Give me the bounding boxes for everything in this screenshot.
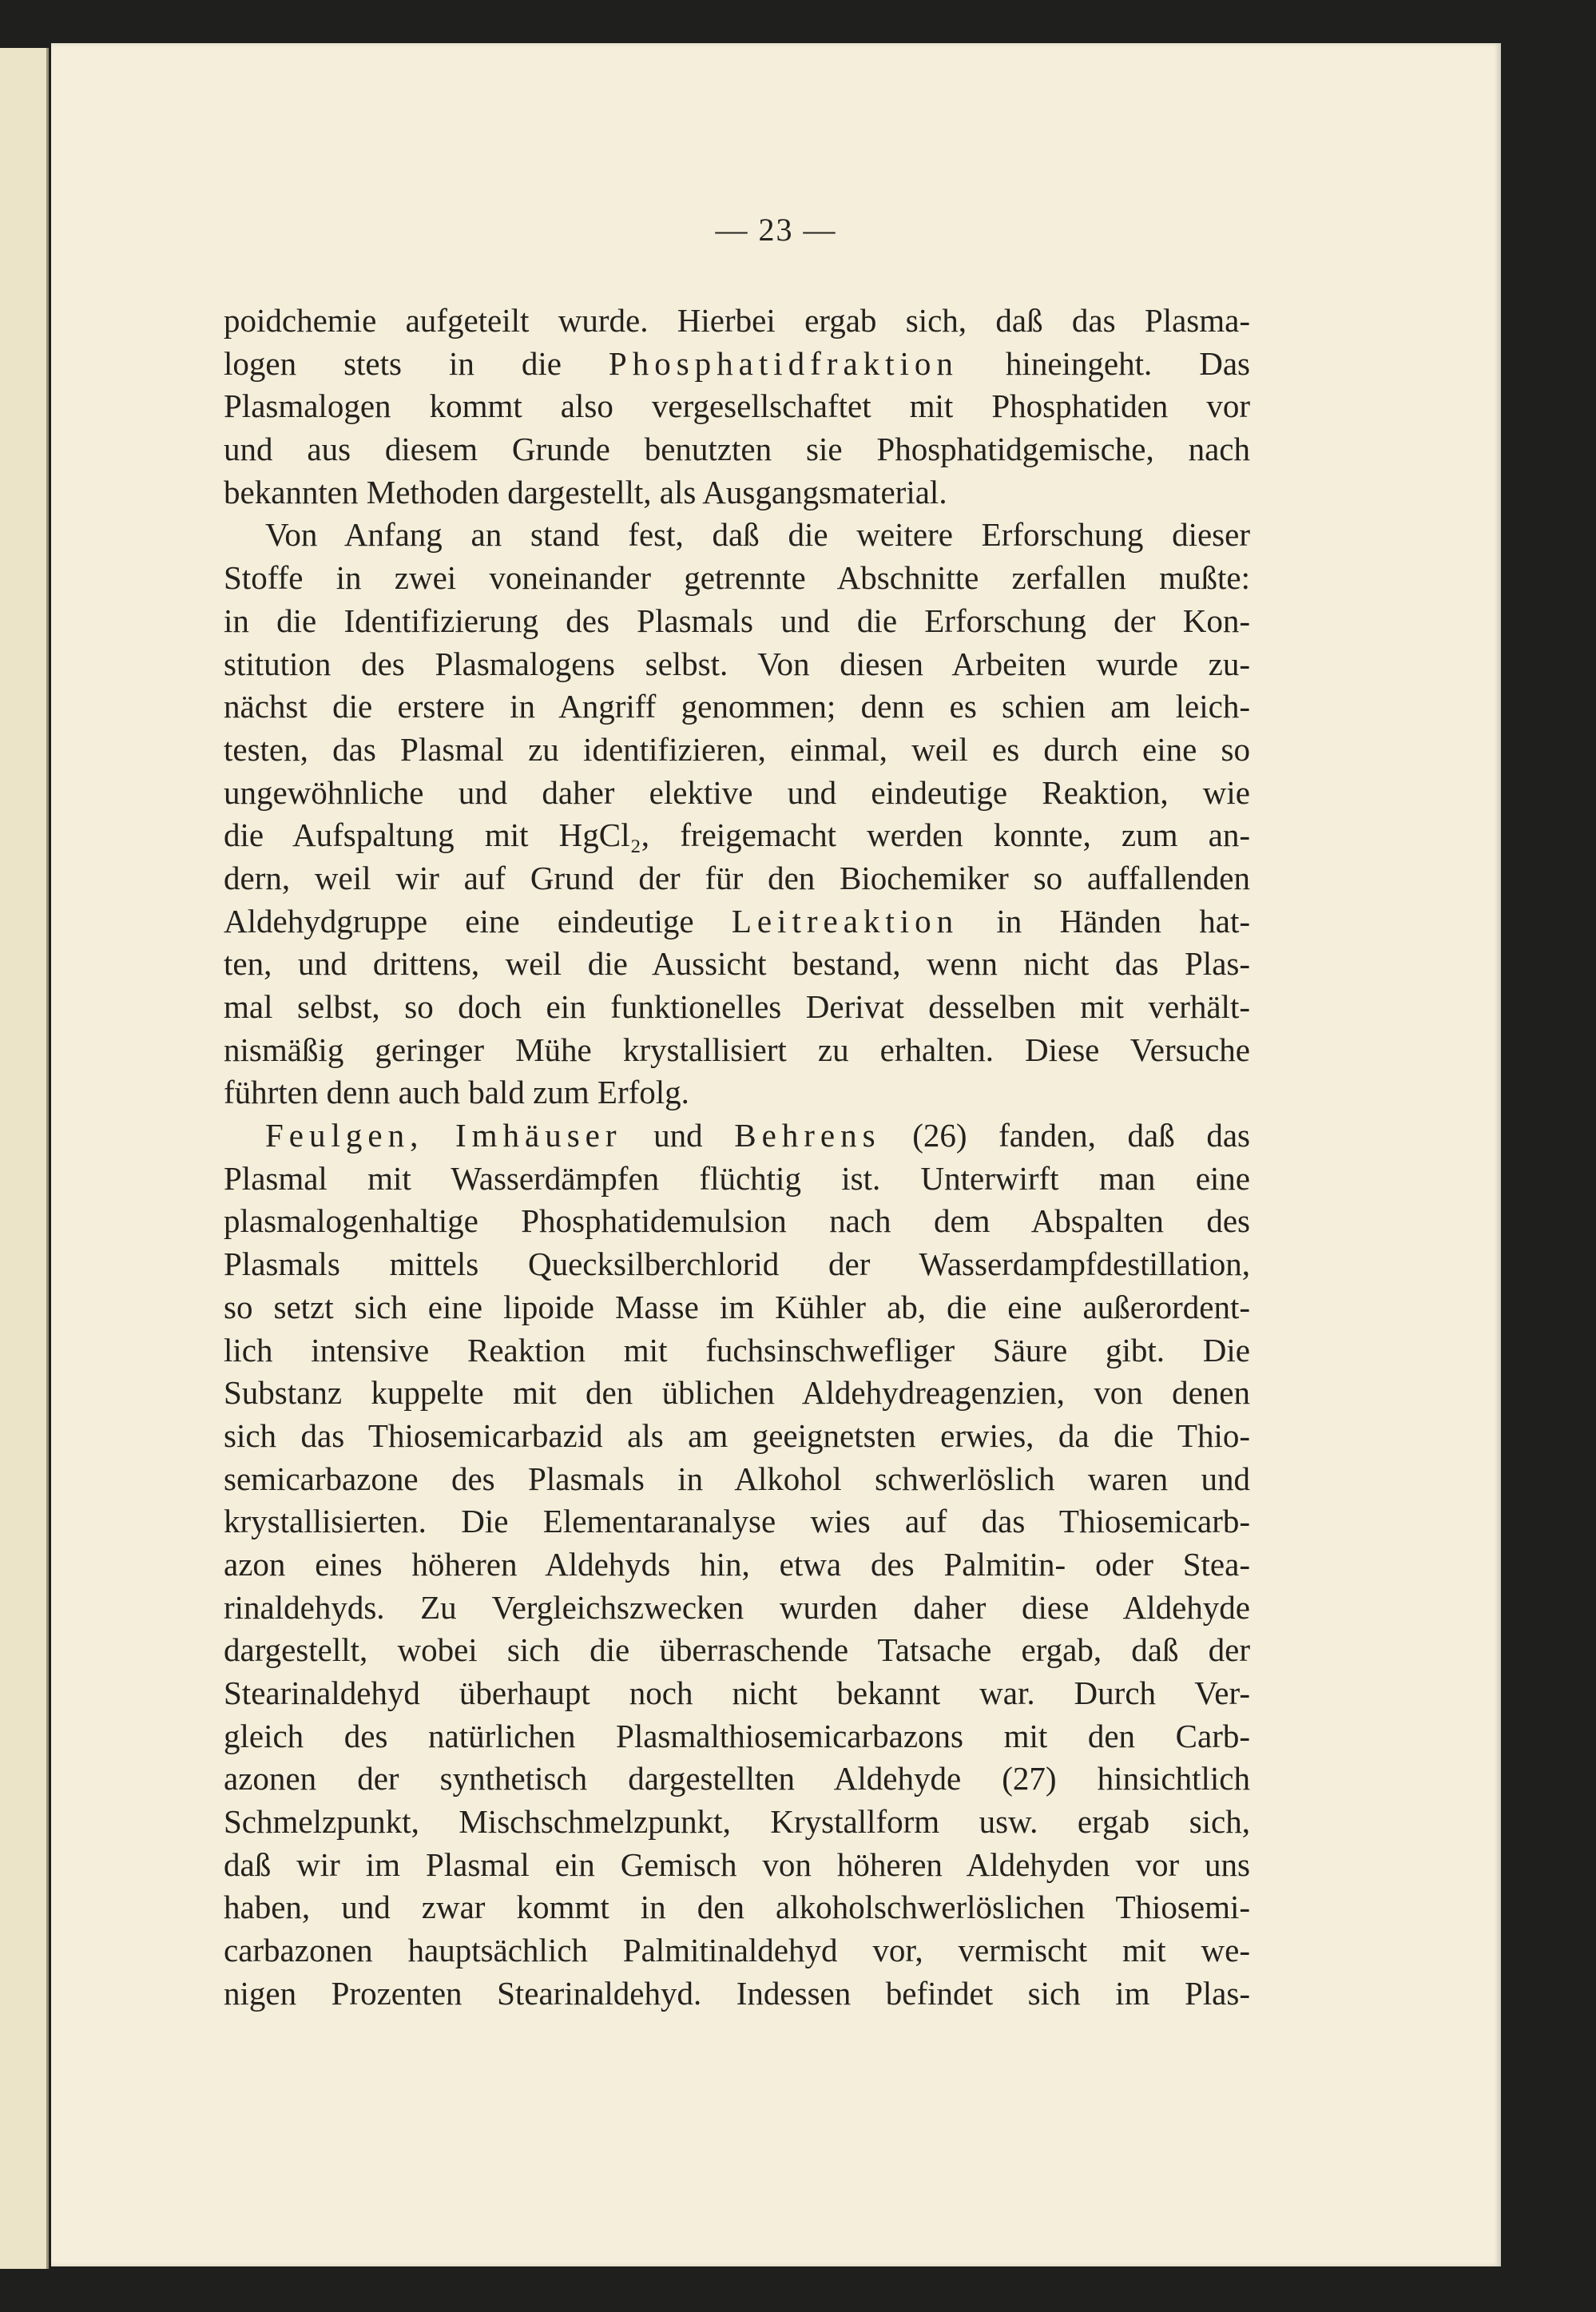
text-line: Substanz kuppelte mit den üblichen Aldehydreagenzien, von denen [224, 1374, 1250, 1412]
text-line: in die Identifizierung des Plasmals und die Erforschung der Kon- [224, 602, 1250, 639]
text-line: logen stets in die Phosphatidfraktion hineingeht. Das [224, 344, 1250, 382]
text-line: Stearinaldehyd überhaupt noch nicht bekannt war. Durch Ver- [224, 1674, 1250, 1711]
text-line: gleich des natürlichen Plasmalthiosemicarbazons mit den Carb- [224, 1717, 1250, 1754]
text-line: azon eines höheren Aldehyds hin, etwa des Palmitin- oder Stea- [224, 1545, 1250, 1583]
text-line: daß wir im Plasmal ein Gemisch von höheren Aldehyden vor uns [224, 1845, 1250, 1883]
text-line: azonen der synthetisch dargestellten Aldehyde (27) hinsichtlich [224, 1760, 1250, 1798]
text-line: testen, das Plasmal zu identifizieren, einmal, weil es durch eine so [224, 730, 1250, 768]
text-line: führten denn auch bald zum Erfolg. [224, 1074, 689, 1111]
text-line: dargestellt, wobei sich die überraschende Tatsache ergab, daß der [224, 1631, 1250, 1669]
facing-page-edge [0, 48, 49, 2269]
text-line: plasmalogenhaltige Phosphatidemulsion nach dem Abspalten des [224, 1202, 1250, 1240]
text-line: Plasmals mittels Quecksilberchlorid der Wasserdampfdestillation, [224, 1245, 1250, 1283]
page-number: — 23 — [715, 212, 837, 248]
text-line: bekannten Methoden dargestellt, als Ausgangsmaterial. [224, 473, 947, 510]
text-line: nismäßig geringer Mühe krystallisiert zu erhalten. Diese Versuche [224, 1031, 1250, 1068]
text-line: Plasmal mit Wasserdämpfen flüchtig ist. Unterwirft man eine [224, 1159, 1250, 1197]
text-line: Plasmalogen kommt also vergesellschaftet mit Phosphatiden vor [224, 387, 1250, 425]
text-line: nächst die erstere in Angriff genommen; denn es schien am leich- [224, 688, 1250, 725]
text-line: Aldehydgruppe eine eindeutige Leitreaktion in Händen hat- [224, 902, 1251, 939]
text-line: mal selbst, so doch ein funktionelles Derivat desselben mit verhält- [224, 988, 1250, 1025]
text-line: krystallisierten. Die Elementaranalyse wies auf das Thiosemicarb- [224, 1503, 1250, 1540]
text-line: semicarbazone des Plasmals in Alkohol schwerlöslich waren und [224, 1460, 1250, 1497]
text-line: carbazonen hauptsächlich Palmitinaldehyd vor, vermischt mit we- [224, 1932, 1250, 1969]
body-text [224, 300, 1250, 2016]
text-line: und aus diesem Grunde benutzten sie Phosphatidgemische, nach [224, 431, 1250, 468]
text-line: Feulgen, Imhäuser und Behrens (26) fanden, daß das [265, 1117, 1250, 1154]
text-line: Schmelzpunkt, Mischschmelzpunkt, Krystallform usw. ergab sich, [224, 1803, 1250, 1841]
text-line: lich intensive Reaktion mit fuchsinschwefliger Säure gibt. Die [224, 1331, 1250, 1369]
text-line: poidchemie aufgeteilt wurde. Hierbei ergab sich, daß das Plasma- [224, 302, 1250, 339]
text-line: haben, und zwar kommt in den alkoholschwerlöslichen Thiosemi- [224, 1889, 1250, 1926]
text-line: die Aufspaltung mit HgCl₂, freigemacht werden konnte, zum an- [224, 816, 1250, 854]
text-line: ten, und drittens, weil die Aussicht bestand, wenn nicht das Plas- [224, 945, 1250, 983]
text-line: nigen Prozenten Stearinaldehyd. Indessen befindet sich im Plas- [224, 1974, 1250, 2012]
text-line: Von Anfang an stand fest, daß die weitere Erforschung dieser [265, 516, 1250, 554]
text-line: rinaldehyds. Zu Vergleichszwecken wurden daher diese Aldehyde [224, 1588, 1250, 1626]
text-line: so setzt sich eine lipoide Masse im Kühler ab, die eine außerordent- [224, 1288, 1250, 1325]
text-line: sich das Thiosemicarbazid als am geeignetsten erwies, da die Thio- [224, 1416, 1250, 1454]
text-line: dern, weil wir auf Grund der für den Biochemiker so auffallenden [224, 859, 1250, 896]
text-line: stitution des Plasmalogens selbst. Von diesen Arbeiten wurde zu- [224, 645, 1250, 682]
book-page [51, 43, 1501, 2266]
text-line: Stoffe in zwei voneinander getrennte Abschnitte zerfallen mußte: [224, 559, 1250, 597]
text-line: ungewöhnliche und daher elektive und eindeutige Reaktion, wie [224, 773, 1250, 811]
